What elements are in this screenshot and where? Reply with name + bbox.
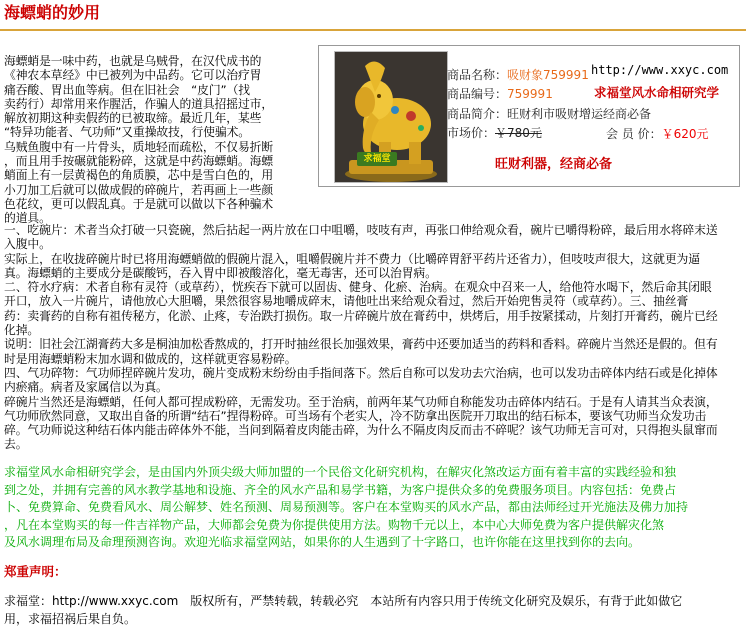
intro-line: 卖药行）却常用来作腥活，作骗人的道具招摇过市， (4, 96, 274, 111)
intro-line: 痛吞酸、胃出血等病。但在旧社会 “皮门”（找 (4, 82, 250, 97)
company-line: 求福堂风水命相研究学会，是由国内外顶尖级大师加盟的一个民俗文化研究机构，在解灾化煞改运方面有着丰富的实践经验和独 (4, 465, 677, 479)
company-intro (4, 464, 742, 552)
institute-name: 求福堂风水命相研究学 (594, 85, 720, 100)
intro-line: 的道具。 (4, 211, 51, 226)
page-title: 海螵蛸的妙用 (4, 3, 101, 22)
body-line: 时是用海螵蛸粉末加水调和做成的，这样就更容易粉碎。 (4, 351, 297, 366)
company-line: 卜、免费算命、免费看风水、周公解梦、姓名预测、周易预测等。客户在本堂购买的风水产品，都由法师经过开光施法及佛力加持 (4, 500, 689, 514)
intro-line: 《神农本草经》中已被列为中品药。它可以治疗胃 (4, 68, 262, 83)
shop-tag: 求福堂 (357, 152, 397, 166)
declaration-line: 求福堂：http://www.xxyc.com 版权所有，严禁转载，转载必究 本站所有内容只用于传统文化研究及娱乐，有背于此如做它 (4, 594, 683, 608)
body-line: 内瘀痛。病者及家属信以为真。 (4, 380, 168, 395)
intro-line: ，而且用手按碾就能粉碎，这就是中药海螵蛸。海螵 (4, 154, 274, 169)
intro-line: “特异功能者、气功师”又重操故技，行使骗术。 (4, 125, 250, 140)
market-price-row (447, 125, 542, 141)
product-code-row (447, 86, 553, 102)
product-name-row (447, 67, 589, 83)
body-line: 二、符水疗病：术者自称有灵符（或草药），恍疾吞下就可以固齿、健身、化瘀、治病。在观众中召来一人，给他符水喝下，然后命其闭眼 (4, 280, 712, 295)
body-line: 碎。气功师说这种结石体内能击碎体外不能，当问到隔着皮肉能击碎，为什么不隔皮肉反而击不碎呢？该气功师无言可对，只得抱头鼠窜而 (4, 423, 718, 438)
product-desc-label: 商品简介： (447, 107, 508, 121)
member-price-value: ￥620元 (661, 127, 709, 141)
intro-line: 乌贼鱼腹中有一片骨头，质地轻而疏松，不仅易折断 (4, 139, 274, 154)
golden-elephant-image[interactable] (334, 51, 448, 183)
declaration-text (4, 592, 742, 628)
intro-line: 海螵蛸是一味中药，也就是乌贼骨，在汉代成书的 (4, 54, 262, 68)
body-line: 入腹中。 (4, 237, 51, 252)
product-ad-box[interactable] (318, 45, 740, 187)
intro-line: 小刀加工后就可以做成假的碎碗片，若再画上一些颜 (4, 182, 274, 197)
company-line: 到之处，并拥有完善的风水教学基地和设施、齐全的风水产品和易学书籍，为客户提供众多的免费服务项目。内容包括：免费占 (4, 482, 677, 497)
intro-line: 解放初期这种卖假药的已被取缔。最近几年，某些 (4, 111, 262, 126)
product-code-label: 商品编号： (447, 87, 508, 101)
company-line: 及风水调理布局及命理预测咨询。欢迎光临求福堂网站，如果你的人生遇到了十字路口，也许你能在这里找到你的去向。 (4, 535, 641, 549)
declaration-line: 用，求福招祸后果自负。 (4, 612, 137, 626)
body-line: 碎碗片当然还是海螵蛸，任何人都可捏成粉碎，无需发功。至于治病，前两年某气功师自称能发功击碎体内结石。于是有人请其当众表演， (4, 394, 718, 409)
member-price-row (606, 125, 709, 142)
intro-text (4, 54, 304, 226)
company-line: ，凡在本堂购买的每一件吉祥物产品，大师都会免费为你提供使用方法。购物千元以上，本中心大师免费为客户提供解灾化煞 (4, 517, 665, 532)
title-divider (0, 29, 746, 31)
body-line: 四、气功碎物：气功师捏碎碗片发功，碗片变成粉末纷纷由手指间落下。然后自称可以发功去穴治病，也可以发功击碎体内结石或是化掉体 (4, 365, 718, 380)
body-line: 实际上，在收拢碎碗片时已将用海螵蛸做的假碗片混入，咀嚼假碗片并不费力（比嚼碎胃舒平药片还省力），但吱吱声很大，这就更为逼 (4, 251, 700, 266)
product-slogan: 旺财利器，经商必备 (495, 157, 613, 172)
product-name-value[interactable]: 吸财象759991 (507, 68, 589, 82)
declaration-title: 郑重声明： (4, 564, 67, 579)
intro-line: 色花纹，更可以假乱真。于是就可以做以下各种骗术 (4, 196, 274, 211)
site-url[interactable]: http://www.xxyc.com (591, 63, 729, 77)
body-line: 去。 (4, 437, 28, 452)
product-desc-row (447, 106, 651, 122)
member-price-label: 会 员 价： (606, 127, 662, 141)
body-line: 开口，放入一片碗片，请他放心大胆嚼，果然很容易地嚼成碎末，请他吐出来给观众看过，然后开始兜售灵符（或草药）。三、抽丝膏 (4, 294, 689, 309)
intro-line: 蛸面上有一层黄褐色的角质膜，芯中是雪白色的，用 (4, 168, 274, 183)
body-line: 药：卖膏药的自称有祖传秘方，化淤、止疼，专治跌打损伤。取一片碎碗片放在膏药中，烘烤后，用手按紧揉动，片刻打开膏药，碗片已经 (4, 308, 718, 323)
article-body (4, 223, 742, 452)
body-line: 说明：旧社会江湖膏药大多是桐油加松香熬成的，打开时抽丝很长加强效果，膏药中还要加适当的药料和香料。碎碗片当然还是假的。但有 (4, 337, 718, 352)
product-code-value: 759991 (507, 87, 553, 101)
product-name-label: 商品名称： (447, 68, 508, 82)
body-line: 一、吃碗片：术者当众打破一只瓷碗，然后拈起一两片放在口中咀嚼，吱吱有声，再张口伸给观众看，碗片已嚼得粉碎，最后用水将碎末送 (4, 223, 718, 237)
body-line: 化掉。 (4, 323, 40, 338)
market-price-label: 市场价： (447, 126, 496, 140)
body-line: 真。海螵蛸的主要成分是碳酸钙，吞入胃中即被酸溶化，毫无毒害，还可以治胃病。 (4, 265, 437, 280)
body-line: 气功师欣然同意，又取出自备的所谓“结石”捏得粉碎。可当场有个老实人，冷不防拿出医院开刀取出的结石标本，要该气功师当众发功击 (4, 408, 707, 423)
market-price-value: ￥780元 (495, 126, 542, 140)
product-desc-value: 旺财利市吸财增运经商必备 (507, 107, 652, 121)
